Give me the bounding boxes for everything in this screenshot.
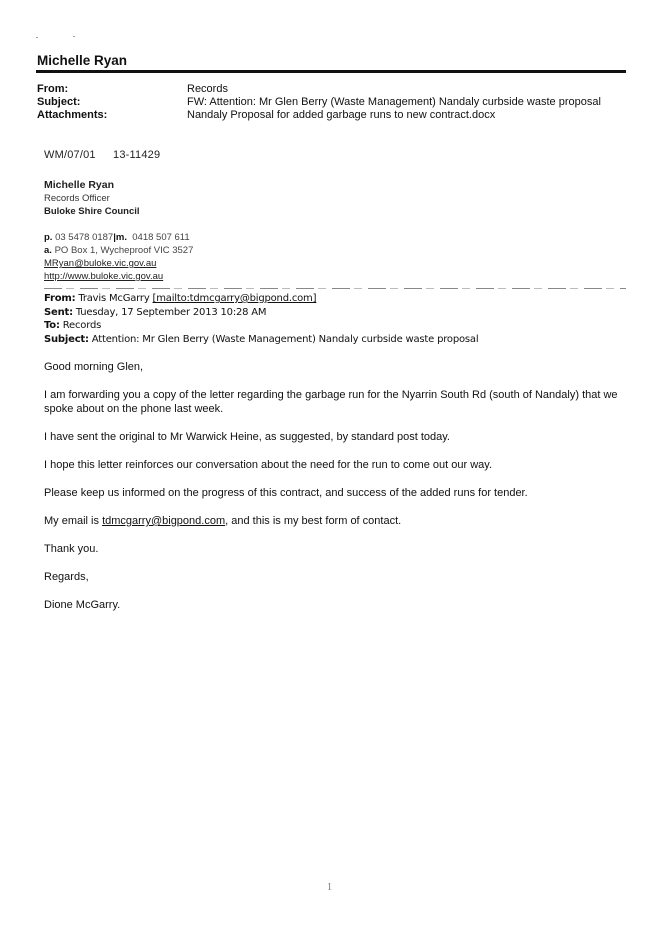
phone-number: 03 5478 0187	[55, 232, 114, 243]
signature-website-link[interactable]: http://www.buloke.vic.gov.au	[44, 271, 164, 282]
address-label: a.	[44, 245, 52, 256]
header-row-from	[37, 83, 601, 96]
forwarded-from	[44, 292, 478, 306]
postal-address: PO Box 1, Wycheproof VIC 3527	[54, 245, 194, 256]
body-paragraph: Please keep us informed on the progress of this contract, and success of the added runs for tender.	[44, 487, 528, 499]
forwarded-to	[44, 319, 478, 333]
contact-prefix: My email is	[44, 515, 103, 527]
header-label: Attachments:	[37, 109, 108, 121]
sender-email-link[interactable]: tdmcgarry@bigpond.com	[102, 515, 226, 527]
header-rule	[36, 70, 626, 73]
header-label: From:	[37, 83, 69, 95]
header-value-attachment[interactable]: Nandaly Proposal for added garbage runs to new contract.docx	[187, 109, 496, 121]
reference-line	[44, 149, 160, 161]
message-body	[44, 360, 634, 626]
header-value-subject: FW: Attention: Mr Glen Berry (Waste Management) Nandaly curbside waste proposal	[187, 96, 601, 108]
forwarded-from-name: Travis McGarry	[78, 293, 150, 304]
header-row-subject	[37, 96, 601, 109]
mobile-label: m.	[115, 232, 127, 243]
email-header	[37, 83, 601, 122]
forwarded-subject-label: Subject:	[44, 333, 89, 345]
greeting: Good morning Glen,	[44, 361, 144, 373]
contact-paragraph	[44, 514, 634, 528]
body-paragraph: I hope this letter reinforces our conversation about the need for the run to come out our way.	[44, 459, 492, 471]
scan-artifact	[73, 36, 75, 37]
body-paragraph: I have sent the original to Mr Warwick Heine, as suggested, by standard post today.	[44, 431, 450, 443]
forwarded-mailto-link[interactable]: [mailto:tdmcgarry@bigpond.com]	[152, 293, 317, 304]
scan-artifact	[36, 37, 38, 38]
forwarded-sent	[44, 306, 478, 320]
signature-block	[44, 179, 193, 283]
page-number: 1	[327, 882, 332, 893]
contact-suffix: , and this is my best form of contact.	[225, 515, 402, 527]
forwarded-subject	[44, 333, 478, 347]
mailbox-owner-name: Michelle Ryan	[37, 53, 128, 68]
file-code: WM/07/01	[44, 149, 96, 161]
phone-label: p.	[44, 232, 53, 243]
mobile-number: 0418 507 611	[132, 232, 190, 243]
forwarded-header	[44, 292, 478, 346]
signature-title: Records Officer	[44, 193, 110, 204]
signature-contact	[44, 231, 193, 283]
signature-name: Michelle Ryan	[44, 179, 115, 191]
header-row-attachments	[37, 109, 601, 122]
thanks: Thank you.	[44, 543, 99, 555]
header-value-from: Records	[187, 83, 228, 95]
sign-off: Dione McGarry.	[44, 599, 121, 611]
message-separator	[44, 288, 626, 289]
signature-email-link[interactable]: MRyan@buloke.vic.gov.au	[44, 258, 157, 269]
forwarded-sent-label: Sent:	[44, 306, 73, 318]
closing: Regards,	[44, 571, 89, 583]
forwarded-to-value: Records	[62, 320, 102, 331]
forwarded-from-label: From:	[44, 293, 76, 304]
signature-organisation: Buloke Shire Council	[44, 206, 140, 217]
forwarded-to-label: To:	[44, 320, 60, 331]
phone-line: p. 03 5478 0187|m. 0418 507 611	[44, 232, 190, 243]
record-number: 13-11429	[113, 149, 161, 161]
forwarded-subject-value: Attention: Mr Glen Berry (Waste Management) Nandaly curbside waste proposal	[91, 333, 479, 345]
body-paragraph: I am forwarding you a copy of the letter regarding the garbage run for the Nyarrin South Rd (south of Nandaly) that we spoke about on the phone last week.	[44, 389, 618, 415]
header-label: Subject:	[37, 96, 81, 108]
forwarded-sent-date: Tuesday, 17 September 2013 10:28 AM	[75, 306, 267, 318]
address-line	[44, 244, 193, 257]
